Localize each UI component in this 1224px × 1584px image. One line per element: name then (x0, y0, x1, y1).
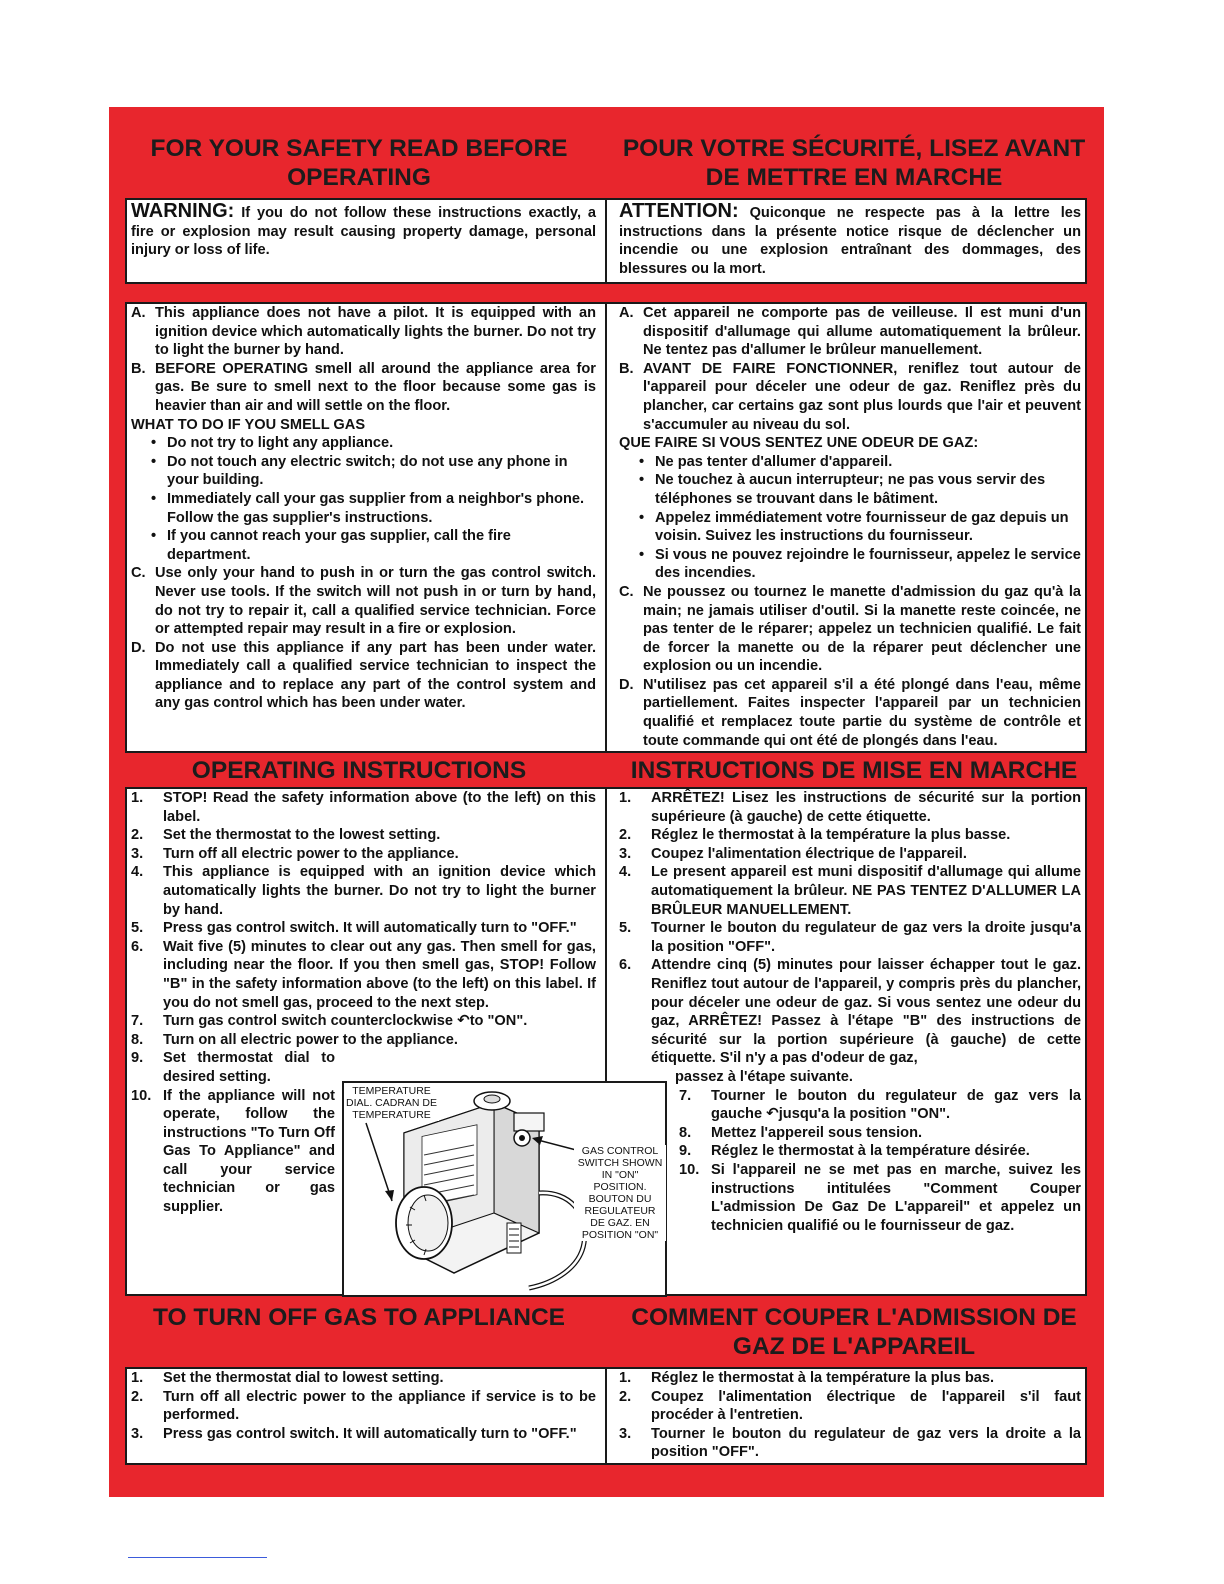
smell-bullet: • Do not try to light any appliance. (151, 435, 394, 452)
warning-en: WARNING: If you do not follow these instructions exactly, a fire or explosion may result causing property damage, personal injury or loss of life. (131, 200, 596, 259)
mm-step: 2. Réglez le thermostat à la température la plus basse. (619, 827, 1011, 844)
smell-gas-heading: WHAT TO DO IF YOU SMELL GAS (131, 416, 366, 433)
op-step: 2. Set the thermostat to the lowest setting. (131, 827, 441, 844)
mm-step: 5. Tourner le bouton du regulateur de gaz vers la droite jusqu'a la position "OFF". (619, 920, 1081, 955)
off-step: 2. Turn off all electric power to the appliance if service is to be performed. (131, 1388, 596, 1424)
safety-info-box (125, 302, 1087, 753)
fr-safety-title: POUR VOTRE SÉCURITÉ, LISEZ AVANT DE METTRE EN MARCHE (622, 135, 1086, 191)
mm-step: 9. Réglez le thermostat à la température désirée. (679, 1143, 1030, 1160)
securite-item-b: B. AVANT DE FAIRE FONCTIONNER, reniflez tout autour de l'appareil pour déceler une odeur de gaz. Reniflez près du plancher, car certains gaz sont plus lourds que l'air et peuvent s'accumuler au niveau du sol. (619, 360, 1081, 433)
op-step: 3. Turn off all electric power to the appliance. (131, 845, 459, 862)
mm-step: 3. Coupez l'alimentation électrique de l'appareil. (619, 845, 967, 862)
op-step: 10. If the appliance will not operate, follow the instructions "To Turn Off Gas To Appliance" and call your service technician or gas supplier. (131, 1087, 335, 1216)
smell-bullet: • Do not touch any electric switch; do not use any phone in your building. (151, 453, 568, 489)
op-step: 1. STOP! Read the safety information above (to the left) on this label. (131, 790, 596, 825)
mm-step: 1. ARRÊTEZ! Lisez les instructions de sécurité sur la portion supérieure (à gauche) de cette étiquette. (619, 790, 1081, 825)
turnoff-title-fr: COMMENT COUPER L'ADMISSION DE GAZ DE L'APPAREIL (631, 1304, 1077, 1360)
turnoff-box (125, 1367, 1087, 1465)
mm-step: 6. Attendre cinq (5) minutes pour laisser échapper tout le gaz. Reniflez tout autour de l'appareil, y compris près du plancher, pour déceler une odeur de gaz. Si vous sentez une odeur du gaz, ARRÊTEZ! Passez à l'étape "B" des instructions de sécurité sur la portion supérieure (à gauche) de cette étiquette. S'il n'y a pas d'odeur de gaz, (619, 957, 1081, 1067)
counterclockwise-arrow-icon: ↶ (457, 1012, 470, 1030)
safety-fr (619, 304, 1081, 750)
op-step: 6. Wait five (5) minutes to clear out any gas. Then smell for gas, including near the floor. If you then smell gas, STOP! Follow "B" in the safety information above (to the left) on this label. If you do not smell gas, proceed to the next step. (131, 938, 596, 1011)
gas-control-figure (342, 1081, 667, 1297)
mm-step: 8. Mettez l'appereil sous tension. (679, 1124, 923, 1141)
operating-fr (619, 789, 1081, 1068)
odeur-gaz-heading: QUE FAIRE SI VOUS SENTEZ UNE ODEUR DE GAZ: (619, 435, 979, 452)
op-step: 7. Turn gas control switch counterclockwise ↶to "ON". (131, 1012, 528, 1030)
footer-rule (128, 1557, 267, 1558)
smell-bullet: • If you cannot reach your gas supplier, call the fire department. (151, 528, 511, 563)
securite-item-d: D. N'utilisez pas cet appareil s'il a été plongé dans l'eau, même partiellement. Faites inspecter l'appareil par un technicien qualifié et remplacez toute partie du système de contrôle et toute commande qui ont été de plongés dans l'eau. (619, 676, 1081, 749)
en-safety-title: FOR YOUR SAFETY READ BEFORE OPERATING (150, 135, 568, 191)
couper-step: 2. Coupez l'alimentation électrique de l'appareil s'il faut procéder à l'entretien. (619, 1388, 1081, 1424)
operating-title-fr: INSTRUCTIONS DE MISE EN MARCHE (630, 757, 1078, 784)
turnoff-title-en: TO TURN OFF GAS TO APPLIANCE (153, 1304, 565, 1331)
op-step: 9. Set thermostat dial to desired setting. (131, 1050, 335, 1085)
securite-item-c: C. Ne poussez ou tournez le manette d'admission du gaz qu'à la main; ne jamais utiliser d'outil. Si la manette reste coincée, ne pas tenter de le réparer; appelez un technicien qualifié. Le fait de forcer la manette ou de la réparer peut déclencher une explosion ou un incendie. (619, 583, 1081, 675)
gas-control-switch-caption: GAS CONTROL SWITCH SHOWN IN "ON" POSITION. BOUTON DU REGULATEUR DE GAZ. EN POSITION "ON" (574, 1145, 666, 1241)
safety-en (131, 304, 596, 713)
safety-item-c: C. Use only your hand to push in or turn the gas control switch. Never use tools. If the switch will not push in or turn by hand, do not try to repair it, call a qualified service technician. Force or attempted repair may result in a fire or explosion. (131, 565, 596, 638)
warning-box (125, 198, 1087, 284)
warning-fr: ATTENTION: Quiconque ne respecte pas à la lettre les instructions dans la présente notice risque de déclencher un incendie ou une explosion entraînant des dommages, des blessures ou la mort. (619, 200, 1081, 277)
turnoff-fr (619, 1369, 1081, 1462)
couper-step: 1. Réglez le thermostat à la température la plus bas. (619, 1370, 995, 1386)
safety-item-a: A. This appliance does not have a pilot. It is equipped with an ignition device which automatically lights the burner. Do not try to light the burner by hand. (131, 305, 596, 359)
mm-step6-tail: passez à l'étape suivante. (675, 1069, 853, 1085)
safety-item-d: D. Do not use this appliance if any part has been under water. Immediately call a qualified service technician to inspect the appliance and to replace any part of the control system and any gas control which has been under water. (131, 639, 596, 712)
odeur-bullet: • Si vous ne pouvez rejoindre le fournisseur, appelez le service des incendies. (639, 546, 1081, 582)
mm-step: 10. Si l'appareil ne se met pas en marche, suivez les instructions intitulées "Comment Couper L'admission De Gaz De L'appareil" et appelez un technicien qualifié ou le fournisseur de gaz. (679, 1161, 1081, 1234)
securite-item-a: A. Cet appareil ne comporte pas de veilleuse. Il est muni d'un dispositif d'allumage qui allume automatiquement la brûleur. Ne tentez pas d'allumer le brûleur manuellement. (619, 305, 1081, 359)
warning-label: WARNING: (131, 200, 235, 222)
smell-bullet: • Immediately call your gas supplier from a neighbor's phone. Follow the gas supplier's instructions. (151, 490, 585, 526)
mm-step: 4. Le present appareil est muni dispositif d'allumage qui allume automatiquement la brûleur. NE PAS TENTEZ D'ALLUMER LA BRÛLEUR MANUELLEMENT. (619, 864, 1081, 918)
operating-box (125, 787, 1087, 1296)
op-step: 4. This appliance is equipped with an ignition device which automatically lights the burner. Do not try to light the burner by hand. (131, 864, 596, 918)
attention-label: ATTENTION: (619, 200, 739, 222)
temperature-dial-caption: TEMPERATURE DIAL. CADRAN DE TEMPERATURE (345, 1085, 438, 1121)
counterclockwise-arrow-icon: ↶ (766, 1105, 779, 1123)
off-step: 3. Press gas control switch. It will automatically turn to "OFF." (131, 1425, 577, 1442)
op-step: 8. Turn on all electric power to the appliance. (131, 1031, 458, 1048)
operating-fr-lower (675, 1068, 1081, 1235)
off-step: 1. Set the thermostat dial to lowest setting. (131, 1370, 444, 1386)
odeur-bullet: • Ne touchez à aucun interrupteur; ne pas vous servir des téléphones se trouvant dans le bâtiment. (639, 472, 1046, 507)
odeur-bullet: • Appelez immédiatement votre fournisseur de gaz depuis un voisin. Suivez les instructions du fournisseur. (639, 509, 1069, 545)
safety-label (109, 107, 1104, 1497)
turnoff-en (131, 1369, 596, 1443)
operating-title-en: OPERATING INSTRUCTIONS (191, 757, 527, 784)
couper-step: 3. Tourner le bouton du regulateur de gaz vers la droite a la position "OFF". (619, 1425, 1081, 1461)
safety-item-b: B. BEFORE OPERATING smell all around the appliance area for gas. Be sure to smell next to the floor because some gas is heavier than air and will settle on the floor. (131, 360, 596, 414)
odeur-bullet: • Ne pas tenter d'allumer d'appareil. (639, 453, 893, 470)
mm-step: 7. Tourner le bouton du regulateur de gaz vers la gauche ↶jusqu'a la position "ON". (679, 1087, 1081, 1123)
op-step: 5. Press gas control switch. It will automatically turn to "OFF." (131, 920, 577, 937)
